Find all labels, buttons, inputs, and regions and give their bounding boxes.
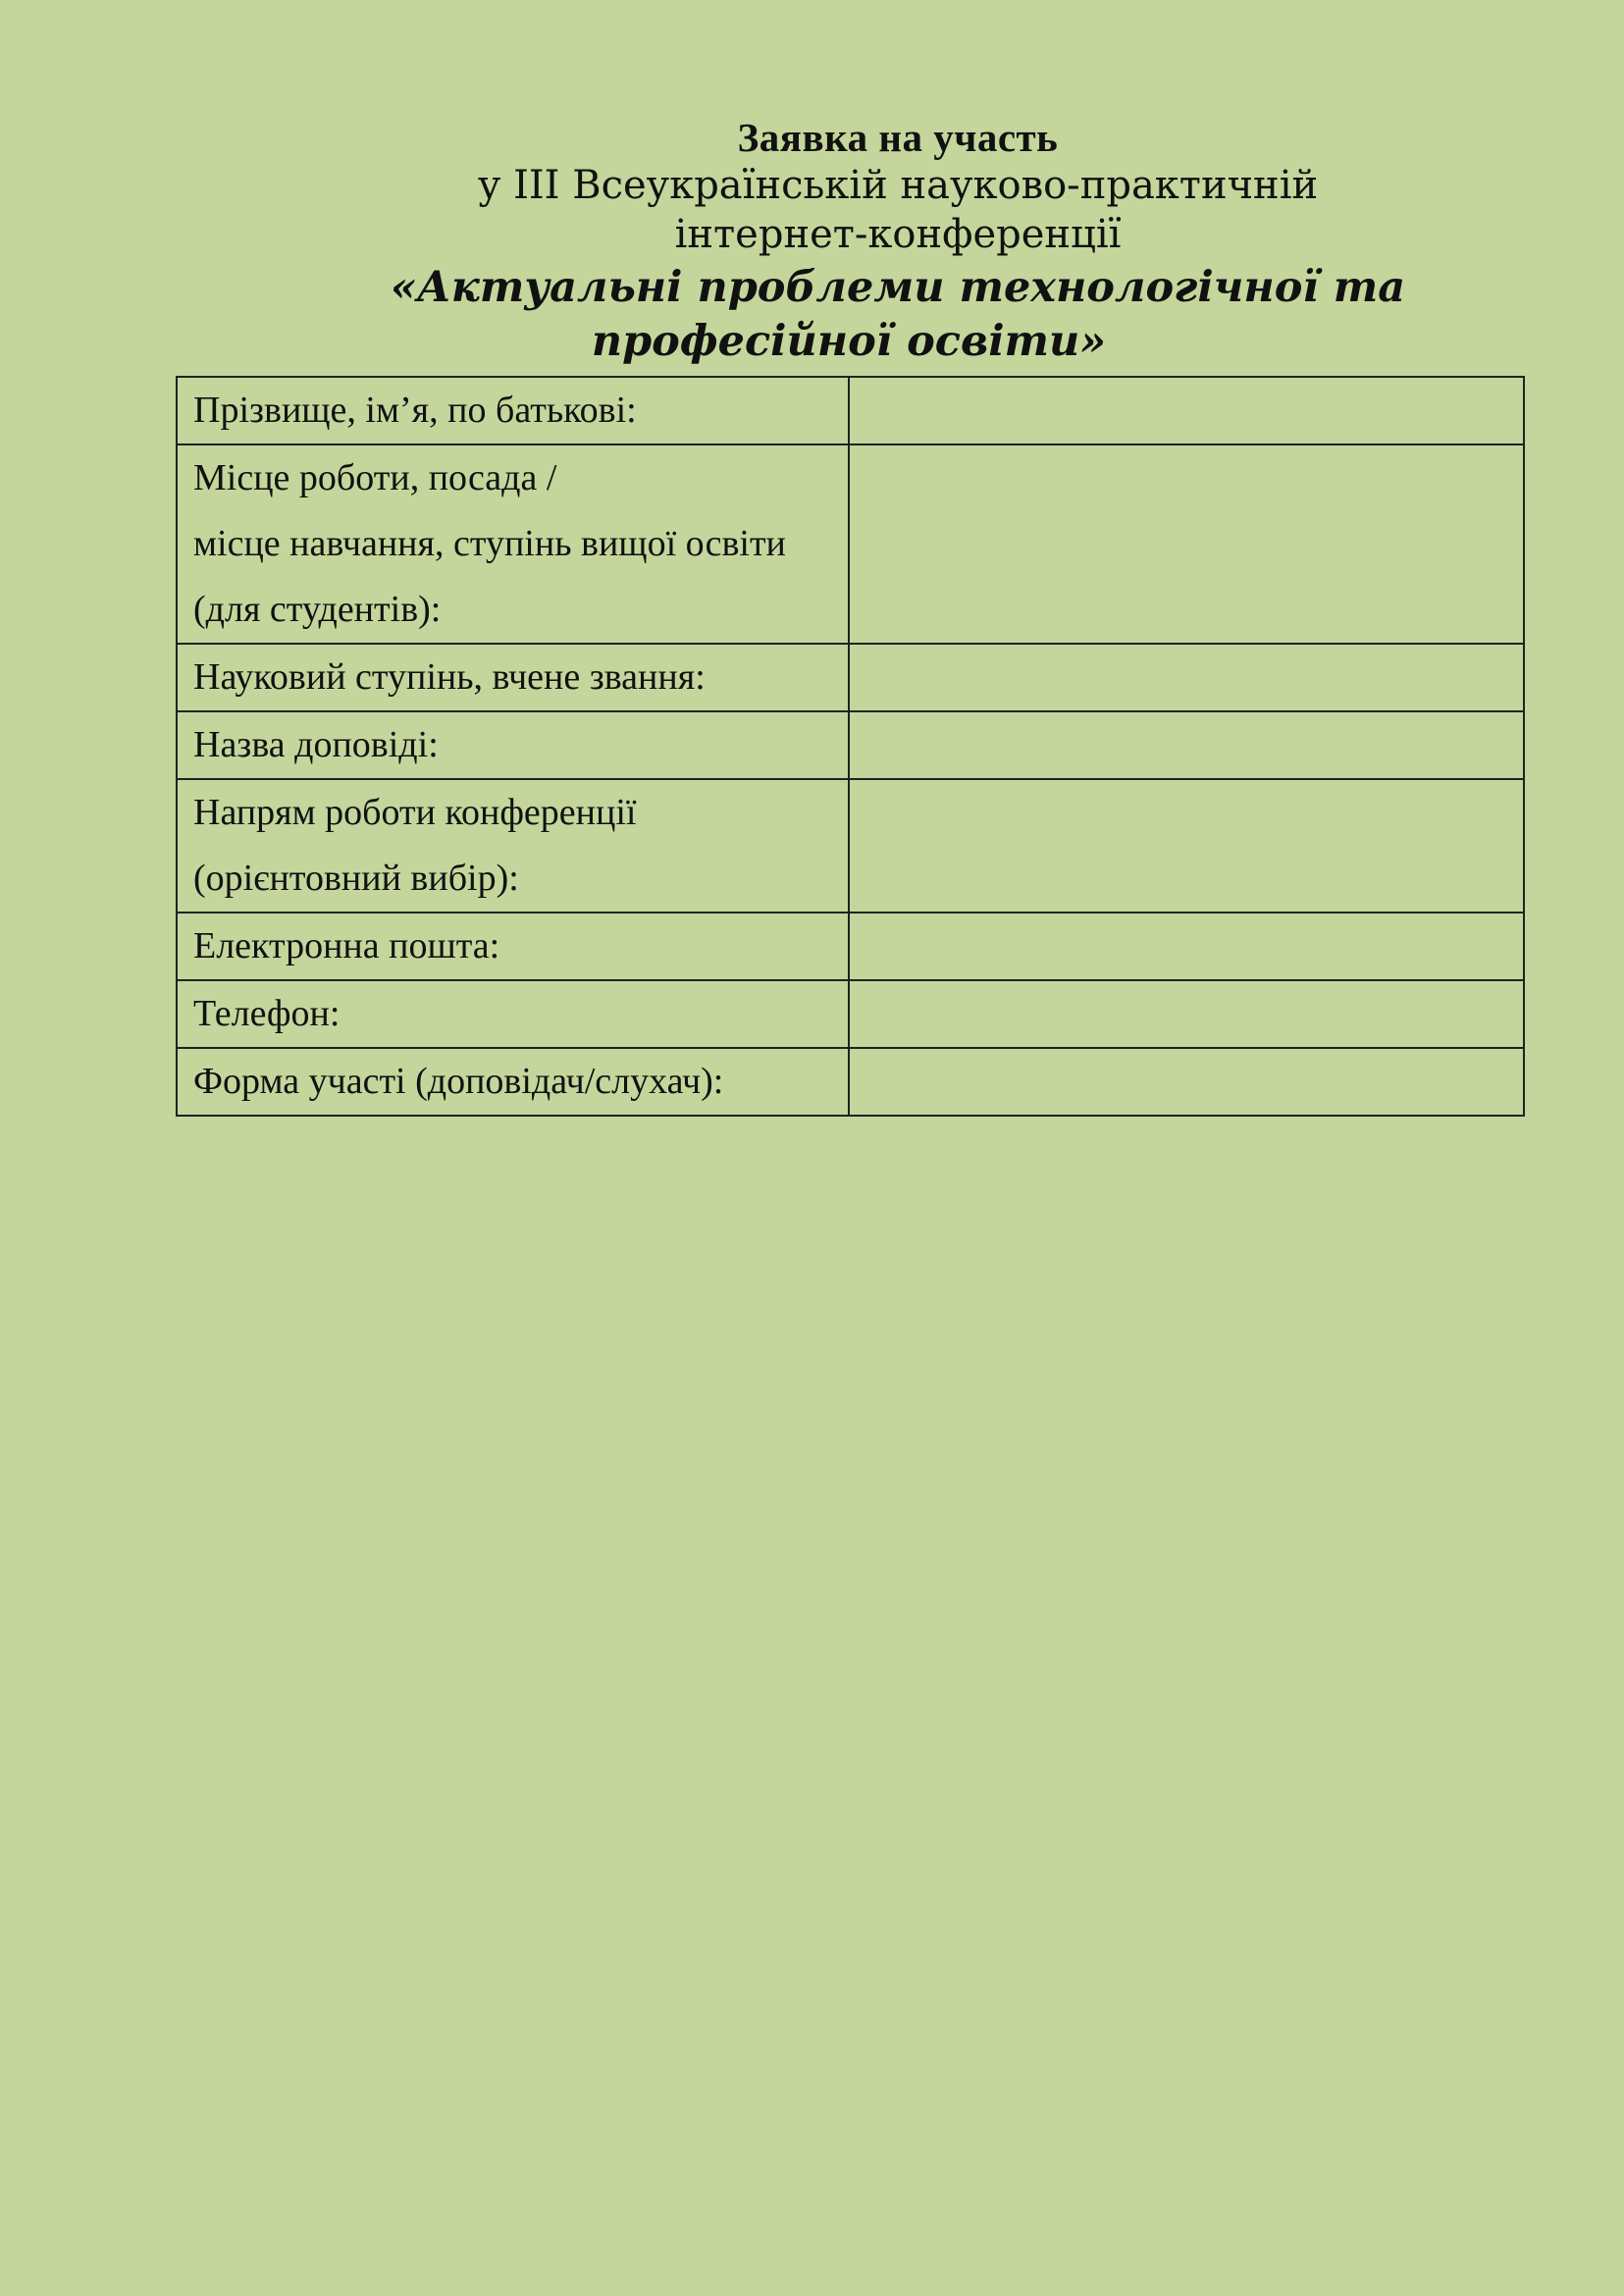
form-value-full-name[interactable] xyxy=(849,377,1524,444)
form-value-participation-form[interactable] xyxy=(849,1048,1524,1116)
form-value-email[interactable] xyxy=(849,913,1524,980)
form-row-email xyxy=(177,913,1524,980)
form-label-workplace xyxy=(177,444,849,644)
form-row-conference-section xyxy=(177,779,1524,913)
form-label-participation-form xyxy=(177,1048,849,1116)
conference-name-line1: «Актуальні проблеми технологічної та xyxy=(390,263,1406,312)
form-row-participation-form xyxy=(177,1048,1524,1116)
form-row-phone xyxy=(177,980,1524,1048)
form-label-conference-section xyxy=(177,779,849,913)
form-label-line: місце навчання, ступінь вищої освіти xyxy=(193,523,786,564)
form-label-line: (для студентів): xyxy=(193,589,442,630)
form-label-line: (орієнтовний вибір): xyxy=(193,858,519,899)
form-value-report-title[interactable] xyxy=(849,711,1524,779)
form-label-line: Електронна пошта: xyxy=(193,925,500,966)
document-subtitle-line2: інтернет-конференції xyxy=(674,212,1122,257)
conference-name-line2: професійної освіти» xyxy=(591,317,1107,366)
form-label-line: Місце роботи, посада / xyxy=(193,457,557,498)
form-label-line: Назва доповіді: xyxy=(193,724,439,765)
form-value-phone[interactable] xyxy=(849,980,1524,1048)
document-title: Заявка на участь xyxy=(737,115,1059,160)
form-label-line: Напрям роботи конференції xyxy=(193,792,637,833)
form-row-academic-degree xyxy=(177,644,1524,711)
form-label-phone xyxy=(177,980,849,1048)
form-label-report-title xyxy=(177,711,849,779)
document-subtitle-line1: у ІІІ Всеукраїнській науково-практичній xyxy=(477,163,1319,208)
form-label-line: Форма участі (доповідач/слухач): xyxy=(193,1061,724,1102)
form-row-workplace xyxy=(177,444,1524,644)
application-form-table xyxy=(176,376,1525,1117)
form-row-full-name xyxy=(177,377,1524,444)
form-value-academic-degree[interactable] xyxy=(849,644,1524,711)
form-label-email xyxy=(177,913,849,980)
form-label-line: Телефон: xyxy=(193,993,341,1034)
form-label-line: Прізвище, ім’я, по батькові: xyxy=(193,390,637,431)
form-label-academic-degree xyxy=(177,644,849,711)
form-value-conference-section[interactable] xyxy=(849,779,1524,913)
form-label-line: Науковий ступінь, вчене звання: xyxy=(193,656,706,698)
form-value-workplace[interactable] xyxy=(849,444,1524,644)
form-row-report-title xyxy=(177,711,1524,779)
form-label-full-name xyxy=(177,377,849,444)
